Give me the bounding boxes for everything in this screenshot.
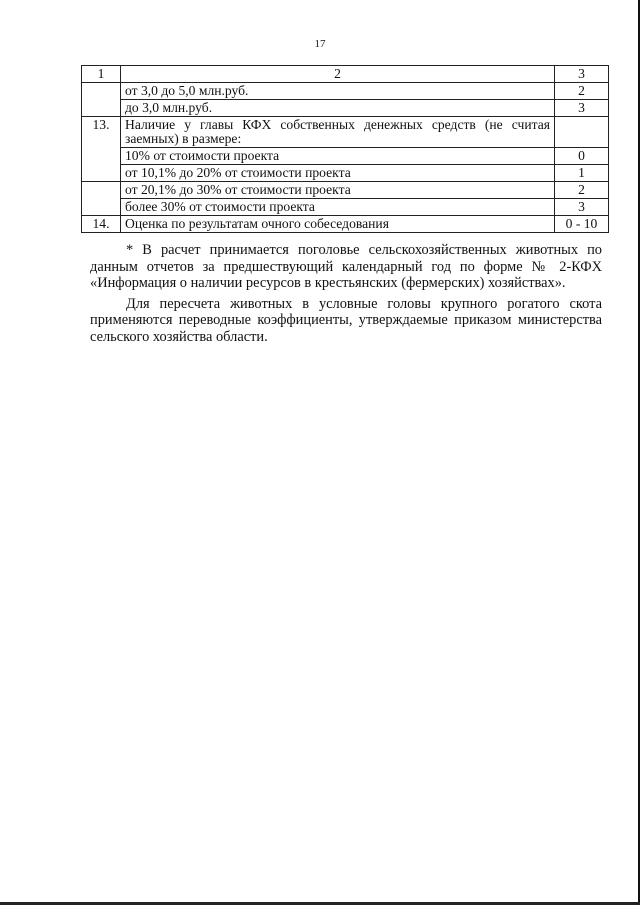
row-text: Наличие у главы КФХ собственных денежных средств (не считая заемных) в размере: xyxy=(121,117,555,148)
row-points: 2 xyxy=(555,83,609,100)
table-row xyxy=(82,199,609,216)
row-points: 0 xyxy=(555,148,609,165)
header-col-3: 3 xyxy=(555,66,609,83)
row-points: 2 xyxy=(555,182,609,199)
notes-block xyxy=(90,242,602,346)
row-points: 0 - 10 xyxy=(555,216,609,233)
page-number: 17 xyxy=(314,38,326,50)
row-points: 1 xyxy=(555,165,609,182)
row-number: 14. xyxy=(82,216,121,233)
conversion-paragraph: Для пересчета животных в условные головы крупного рогатого скота применяются переводные коэффициенты, утверждаемые приказом министерства сельского хозяйства области. xyxy=(90,295,602,345)
row-text: от 3,0 до 5,0 млн.руб. xyxy=(121,83,555,100)
row-text: 10% от стоимости проекта xyxy=(121,148,555,165)
table-row xyxy=(82,216,609,233)
row-text: Оценка по результатам очного собеседования xyxy=(121,216,555,233)
table-header-row xyxy=(82,66,609,83)
row-points: 3 xyxy=(555,199,609,216)
table-row xyxy=(82,100,609,117)
row-points xyxy=(555,117,609,148)
row-text: более 30% от стоимости проекта xyxy=(121,199,555,216)
criteria-table xyxy=(81,65,609,233)
row-number xyxy=(82,182,121,216)
row-number xyxy=(82,83,121,117)
table-row xyxy=(82,117,609,148)
footnote: * В расчет принимается поголовье сельскохозяйственных животных по данным отчетов за предшествующий календарный год по форме № 2-КФХ «Информация о наличии ресурсов в крестьянских (фермерских) хозяйствах». xyxy=(90,242,602,292)
row-text: до 3,0 млн.руб. xyxy=(121,100,555,117)
table-row xyxy=(82,83,609,100)
table-row xyxy=(82,182,609,199)
row-number: 13. xyxy=(82,117,121,182)
table-row xyxy=(82,165,609,182)
row-points: 3 xyxy=(555,100,609,117)
header-col-1: 1 xyxy=(82,66,121,83)
table-row xyxy=(82,148,609,165)
row-text: от 10,1% до 20% от стоимости проекта xyxy=(121,165,555,182)
header-col-2: 2 xyxy=(121,66,555,83)
row-text: от 20,1% до 30% от стоимости проекта xyxy=(121,182,555,199)
